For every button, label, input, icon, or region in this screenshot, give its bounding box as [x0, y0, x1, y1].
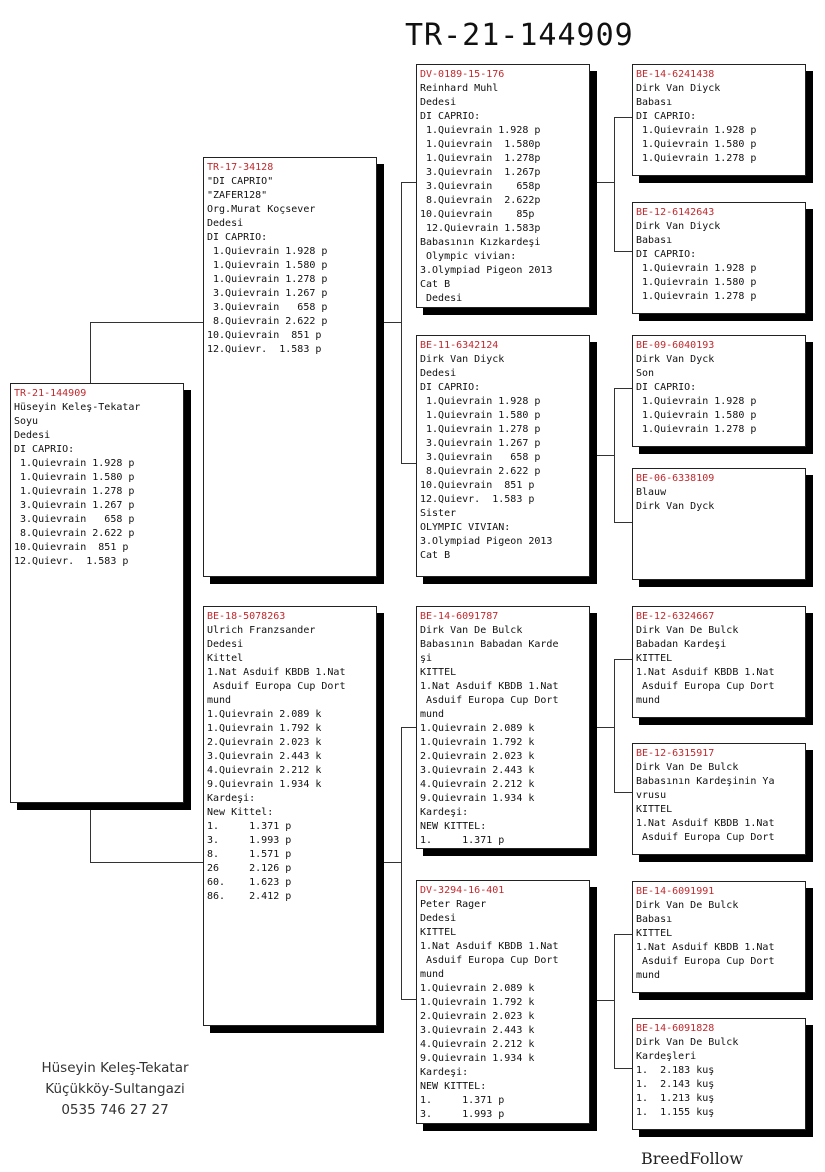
connector-line	[401, 182, 416, 183]
pigeon-note-line: 1.Quievrain 1.792 k	[207, 723, 322, 734]
pigeon-note-line: 26 2.126 p	[207, 863, 292, 874]
pigeon-note-line: vrusu	[636, 790, 667, 801]
connector-line	[384, 322, 402, 323]
ring-number: DV-0189-15-176	[420, 69, 505, 80]
ring-number: BE-14-6091991	[636, 886, 715, 897]
pigeon-notes	[636, 220, 805, 304]
pigeon-note-line: KITTEL	[636, 804, 673, 815]
pigeon-note-line: 1.Nat Asduif KBDB 1.Nat	[420, 681, 559, 692]
pigeon-note-line: DI CAPRIO:	[636, 382, 697, 393]
pigeon-notes	[14, 401, 183, 569]
pigeon-note-line: 60. 1.623 p	[207, 877, 292, 888]
owner-location: Küçükköy-Sultangazi	[45, 1081, 185, 1097]
pigeon-note-line: 4.Quievrain 2.212 k	[207, 765, 322, 776]
pigeon-note-line: 1.Quievrain 1.580 p	[636, 277, 757, 288]
pigeon-note-line: Babası	[636, 235, 673, 246]
pigeon-notes	[636, 624, 805, 708]
pigeon-card-sire-dam-dam	[632, 468, 806, 580]
pigeon-note-line: 1.Nat Asduif KBDB 1.Nat	[636, 667, 775, 678]
pigeon-note-line: 1.Quievrain 2.089 k	[207, 709, 322, 720]
pigeon-note-line: DI CAPRIO:	[420, 111, 481, 122]
pigeon-note-line: DI CAPRIO:	[207, 232, 268, 243]
pigeon-note-line: 1.Quievrain 1.278p	[420, 153, 541, 164]
pigeon-note-line: Dirk Van De Bulck	[420, 625, 523, 636]
ring-number: BE-06-6338109	[636, 473, 715, 484]
connector-line	[614, 251, 632, 252]
pigeon-note-line: KITTEL	[636, 928, 673, 939]
pigeon-note-line: 1.Quievrain 1.278 p	[420, 424, 541, 435]
pigeon-note-line: Cat B	[420, 550, 451, 561]
connector-line	[90, 322, 203, 323]
pigeon-note-line: Dirk Van De Bulck	[636, 900, 739, 911]
pigeon-note-line: OLYMPIC VIVIAN:	[420, 522, 511, 533]
pigeon-note-line: DI CAPRIO:	[636, 111, 697, 122]
pigeon-notes	[636, 899, 805, 983]
pigeon-note-line: 1.Quievrain 2.089 k	[420, 723, 535, 734]
pigeon-note-line: Asduif Europa Cup Dort	[636, 681, 775, 692]
pigeon-note-line: 1. 1.371 p	[420, 1095, 505, 1106]
pigeon-note-line: 1.Quievrain 1.928 p	[420, 396, 541, 407]
pigeon-notes	[420, 898, 589, 1122]
pigeon-note-line: Dedesi	[207, 218, 244, 229]
pigeon-card-sire-dam-sire	[632, 335, 806, 447]
pigeon-note-line: Dirk Van Dyck	[636, 501, 715, 512]
pigeon-note-line: 1. 2.183 kuş	[636, 1065, 715, 1076]
ring-number: BE-11-6342124	[420, 340, 499, 351]
pigeon-note-line: 2.Quievrain 2.023 k	[420, 1011, 535, 1022]
pigeon-note-line: 1.Quievrain 1.928 p	[420, 125, 541, 136]
pigeon-note-line: Son	[636, 368, 655, 379]
pigeon-note-line: NEW KITTEL:	[420, 1081, 487, 1092]
pigeon-notes	[636, 761, 805, 845]
pigeon-note-line: 1.Quievrain 1.928 p	[207, 246, 328, 257]
connector-line	[401, 182, 402, 464]
pigeon-note-line: 4.Quievrain 2.212 k	[420, 779, 535, 790]
pigeon-note-line: 3.Quievrain 1.267 p	[14, 500, 135, 511]
owner-info	[20, 1058, 210, 1121]
pigeon-note-line: 1.Nat Asduif KBDB 1.Nat	[636, 818, 775, 829]
pigeon-note-line: Peter Rager	[420, 899, 487, 910]
pigeon-card-dam-sire	[416, 606, 590, 849]
pigeon-note-line: 1.Nat Asduif KBDB 1.Nat	[420, 941, 559, 952]
pigeon-note-line: 3.Olympiad Pigeon 2013	[420, 265, 553, 276]
pigeon-note-line: Olympic vivian:	[420, 251, 517, 262]
pigeon-note-line: Hüseyin Keleş-Tekatar	[14, 402, 141, 413]
connector-line	[401, 727, 402, 1000]
connector-line	[614, 1068, 632, 1069]
pigeon-card-sire-sire	[416, 64, 590, 308]
pigeon-note-line: 12.Quievr. 1.583 p	[207, 344, 322, 355]
ring-number: BE-14-6241438	[636, 69, 715, 80]
pigeon-note-line: 1.Quievrain 1.580 p	[207, 260, 328, 271]
pigeon-note-line: Soyu	[14, 416, 39, 427]
pigeon-card-dam-dam-sire	[632, 881, 806, 993]
pigeon-notes	[420, 353, 589, 563]
pigeon-note-line: 1.Nat Asduif KBDB 1.Nat	[636, 942, 775, 953]
pigeon-notes	[420, 624, 589, 848]
connector-line	[614, 792, 632, 793]
pigeon-note-line: 1.Quievrain 1.928 p	[636, 396, 757, 407]
pigeon-card-sire	[203, 157, 377, 577]
connector-line	[597, 1000, 615, 1001]
pigeon-note-line: New Kittel:	[207, 807, 274, 818]
brand-watermark: BreedFollow	[641, 1149, 744, 1168]
pigeon-note-line: Dirk Van De Bulck	[636, 762, 739, 773]
connector-line	[614, 659, 632, 660]
pigeon-note-line: Asduif Europa Cup Dort	[207, 681, 346, 692]
ring-number: BE-12-6315917	[636, 748, 715, 759]
pigeon-note-line: Dirk Van De Bulck	[636, 625, 739, 636]
connector-line	[90, 322, 91, 384]
connector-line	[614, 117, 632, 118]
pigeon-note-line: 3.Quievrain 658 p	[14, 514, 135, 525]
pigeon-note-line: 3.Quievrain 658 p	[420, 452, 541, 463]
pigeon-note-line: 8.Quievrain 2.622 p	[420, 466, 541, 477]
pigeon-note-line: 1.Quievrain 1.580 p	[636, 139, 757, 150]
pigeon-note-line: Kardeşi:	[420, 1067, 469, 1078]
ring-number: DV-3294-16-401	[420, 885, 505, 896]
pigeon-note-line: 1.Quievrain 1.580p	[420, 139, 541, 150]
pigeon-note-line: 12.Quievr. 1.583 p	[14, 556, 129, 567]
pigeon-note-line: Asduif Europa Cup Dort	[636, 956, 775, 967]
pigeon-note-line: 1.Quievrain 1.928 p	[636, 263, 757, 274]
pigeon-note-line: 3. 1.993 p	[420, 1109, 505, 1120]
pigeon-note-line: 2.Quievrain 2.023 k	[207, 737, 322, 748]
pigeon-note-line: Blauw	[636, 487, 667, 498]
ring-number: BE-18-5078263	[207, 611, 286, 622]
pigeon-note-line: 3.Quievrain 1.267 p	[420, 438, 541, 449]
pigeon-note-line: mund	[636, 695, 661, 706]
pigeon-note-line: 1.Quievrain 1.580 p	[14, 472, 135, 483]
pigeon-note-line: 1.Nat Asduif KBDB 1.Nat	[207, 667, 346, 678]
pigeon-note-line: 10.Quievrain 851 p	[420, 480, 535, 491]
connector-line	[90, 862, 203, 863]
pigeon-notes	[420, 82, 589, 306]
pigeon-note-line: 1.Quievrain 1.278 p	[636, 291, 757, 302]
pigeon-note-line: Sister	[420, 508, 457, 519]
pigeon-note-line: 3.Quievrain 2.443 k	[207, 751, 322, 762]
pigeon-note-line: 4.Quievrain 2.212 k	[420, 1039, 535, 1050]
ring-number: BE-14-6091828	[636, 1023, 715, 1034]
pigeon-note-line: 1.Quievrain 1.792 k	[420, 737, 535, 748]
pigeon-note-line: 3.Quievrain 2.443 k	[420, 1025, 535, 1036]
pigeon-note-line: 3.Quievrain 658p	[420, 181, 541, 192]
ring-number: BE-12-6142643	[636, 207, 715, 218]
pigeon-note-line: 86. 2.412 p	[207, 891, 292, 902]
pigeon-notes	[207, 624, 376, 904]
pigeon-card-dam-dam	[416, 880, 590, 1124]
pigeon-note-line: mund	[636, 970, 661, 981]
pigeon-note-line: 8.Quievrain 2.622 p	[207, 316, 328, 327]
pigeon-note-line: Babası	[636, 914, 673, 925]
pigeon-note-line: 1.Quievrain 1.580 p	[420, 410, 541, 421]
pigeon-note-line: Babası	[636, 97, 673, 108]
ring-number: BE-12-6324667	[636, 611, 715, 622]
pigeon-note-line: 8.Quievrain 2.622 p	[14, 528, 135, 539]
connector-line	[597, 455, 615, 456]
connector-line	[401, 727, 416, 728]
pigeon-card-subject	[10, 383, 184, 803]
pigeon-note-line: KITTEL	[420, 667, 457, 678]
connector-line	[614, 388, 615, 523]
pigeon-note-line: Dirk Van Diyck	[636, 83, 721, 94]
connector-line	[597, 727, 615, 728]
pigeon-note-line: 1.Quievrain 1.278 p	[207, 274, 328, 285]
connector-line	[384, 862, 402, 863]
owner-name: Hüseyin Keleş-Tekatar	[41, 1060, 189, 1076]
pigeon-note-line: 3. 1.993 p	[207, 835, 292, 846]
pigeon-note-line: Dedesi	[420, 97, 457, 108]
pigeon-note-line: Babasının Kardeşinin Ya	[636, 776, 775, 787]
pigeon-note-line: 1.Quievrain 1.278 p	[636, 153, 757, 164]
pigeon-note-line: 1. 1.155 kuş	[636, 1107, 715, 1118]
pigeon-notes	[636, 82, 805, 166]
pigeon-note-line: Asduif Europa Cup Dort	[420, 695, 559, 706]
pigeon-notes	[636, 486, 805, 514]
pigeon-note-line: Kardeşi:	[420, 807, 469, 818]
pigeon-note-line: Dirk Van De Bulck	[636, 1037, 739, 1048]
pigeon-note-line: Asduif Europa Cup Dort	[636, 832, 775, 843]
pigeon-note-line: Dedesi	[420, 293, 463, 304]
pigeon-note-line: 3.Quievrain 1.267 p	[207, 288, 328, 299]
pigeon-note-line: 3.Quievrain 658 p	[207, 302, 328, 313]
pigeon-notes	[636, 353, 805, 437]
pigeon-note-line: Kittel	[207, 653, 244, 664]
connector-line	[614, 117, 615, 252]
pigeon-note-line: 1. 2.143 kuş	[636, 1079, 715, 1090]
pigeon-note-line: Babasının Kızkardeşi	[420, 237, 541, 248]
pigeon-note-line: mund	[420, 709, 445, 720]
pigeon-note-line: Dirk Van Diyck	[420, 354, 505, 365]
pedigree-title: TR-21-144909	[405, 18, 634, 53]
pigeon-note-line: Ulrich Franzsander	[207, 625, 316, 636]
pigeon-card-dam	[203, 606, 377, 1026]
pigeon-note-line: 3.Quievrain 2.443 k	[420, 765, 535, 776]
pigeon-card-sire-sire-sire	[632, 64, 806, 176]
connector-line	[401, 999, 416, 1000]
ring-number: TR-21-144909	[14, 388, 87, 399]
connector-line	[614, 522, 632, 523]
pigeon-note-line: Dedesi	[420, 913, 457, 924]
pigeon-note-line: KITTEL	[420, 927, 457, 938]
pigeon-note-line: 1.Quievrain 1.792 k	[420, 997, 535, 1008]
pigeon-note-line: 1.Quievrain 1.278 p	[636, 424, 757, 435]
pigeon-note-line: Babadan Kardeşi	[636, 639, 727, 650]
pigeon-note-line: 1.Quievrain 1.580 p	[636, 410, 757, 421]
pigeon-note-line: 1.Quievrain 2.089 k	[420, 983, 535, 994]
ring-number: TR-17-34128	[207, 162, 274, 173]
connector-line	[614, 934, 632, 935]
pigeon-note-line: 1.Quievrain 1.928 p	[14, 458, 135, 469]
pigeon-note-line: 9.Quievrain 1.934 k	[420, 793, 535, 804]
connector-line	[401, 463, 416, 464]
pigeon-note-line: 8. 1.571 p	[207, 849, 292, 860]
pigeon-card-dam-dam-dam	[632, 1018, 806, 1130]
pigeon-note-line: Org.Murat Koçsever	[207, 204, 316, 215]
pigeon-notes	[207, 175, 376, 357]
pigeon-note-line: Dirk Van Dyck	[636, 354, 715, 365]
pigeon-note-line: 3.Olympiad Pigeon 2013	[420, 536, 553, 547]
connector-line	[614, 659, 615, 793]
pigeon-note-line: 1.Quievrain 1.928 p	[636, 125, 757, 136]
pigeon-note-line: 9.Quievrain 1.934 k	[420, 1053, 535, 1064]
pigeon-note-line: Reinhard Muhl	[420, 83, 499, 94]
pigeon-note-line: Dedesi	[207, 639, 244, 650]
pigeon-note-line: Kardeşi:	[207, 793, 256, 804]
pigeon-card-sire-dam	[416, 335, 590, 577]
pigeon-card-sire-sire-dam	[632, 202, 806, 314]
connector-line	[597, 182, 615, 183]
pigeon-note-line: 10.Quievrain 851 p	[207, 330, 322, 341]
pigeon-note-line: Cat B	[420, 279, 451, 290]
pigeon-note-line: DI CAPRIO:	[14, 444, 75, 455]
pigeon-note-line: 10.Quievrain 85p	[420, 209, 535, 220]
pigeon-note-line: DI CAPRIO:	[420, 382, 481, 393]
pigeon-note-line: mund	[207, 695, 232, 706]
pigeon-note-line: 3.Quievrain 1.267p	[420, 167, 541, 178]
pigeon-card-dam-sire-sire	[632, 606, 806, 718]
pigeon-note-line: 2.Quievrain 2.023 k	[420, 751, 535, 762]
pigeon-note-line: 1. 1.213 kuş	[636, 1093, 715, 1104]
pigeon-note-line: NEW KITTEL:	[420, 821, 487, 832]
pigeon-note-line: 8.Quievrain 2.622p	[420, 195, 541, 206]
pigeon-notes	[636, 1036, 805, 1120]
pigeon-note-line: 12.Quievrain 1.583p	[420, 223, 541, 234]
pigeon-card-dam-sire-dam	[632, 743, 806, 855]
pigeon-note-line: 12.Quievr. 1.583 p	[420, 494, 535, 505]
connector-line	[614, 388, 632, 389]
pigeon-note-line: "ZAFER128"	[207, 190, 268, 201]
pigeon-note-line: Kardeşleri	[636, 1051, 697, 1062]
pigeon-note-line: KITTEL	[636, 653, 673, 664]
connector-line	[614, 934, 615, 1069]
pigeon-note-line: 1. 1.371 p	[207, 821, 292, 832]
pigeon-note-line: mund	[420, 969, 445, 980]
ring-number: BE-09-6040193	[636, 340, 715, 351]
pigeon-note-line: 1. 1.371 p	[420, 835, 505, 846]
pigeon-note-line: Asduif Europa Cup Dort	[420, 955, 559, 966]
owner-phone: 0535 746 27 27	[61, 1102, 169, 1118]
pigeon-note-line: Babasının Babadan Karde	[420, 639, 559, 650]
pigeon-note-line: 9.Quievrain 1.934 k	[207, 779, 322, 790]
pigeon-note-line: Dirk Van Diyck	[636, 221, 721, 232]
ring-number: BE-14-6091787	[420, 611, 499, 622]
pigeon-note-line: Dedesi	[420, 368, 457, 379]
pigeon-note-line: 1.Quievrain 1.278 p	[14, 486, 135, 497]
connector-line	[90, 803, 91, 863]
pigeon-note-line: DI CAPRIO:	[636, 249, 697, 260]
pigeon-note-line: "DI CAPRIO"	[207, 176, 274, 187]
pigeon-note-line: şi	[420, 653, 433, 664]
pigeon-note-line: 10.Quievrain 851 p	[14, 542, 129, 553]
pigeon-note-line: Dedesi	[14, 430, 51, 441]
